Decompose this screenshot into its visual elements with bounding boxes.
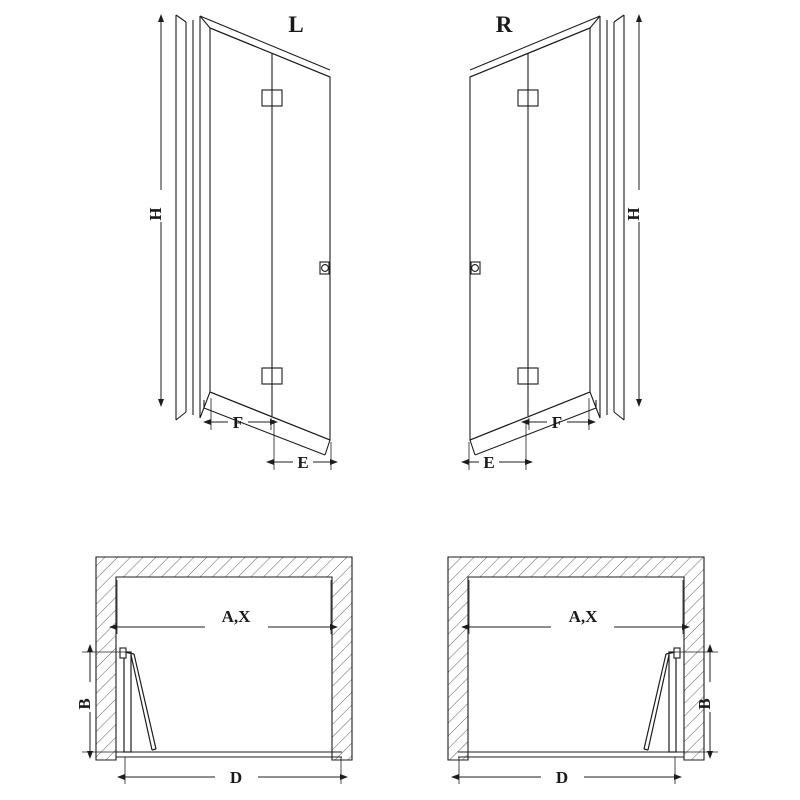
label-panel-e-left: E [297, 453, 309, 472]
label-plan-width-left: A,X [221, 607, 251, 626]
label-height-left: H [146, 207, 165, 221]
door-leaf-plan-left [120, 648, 156, 752]
plan-view-left [82, 557, 352, 784]
hinge-bottom-left [262, 368, 282, 384]
door-leaf-plan-right [644, 648, 680, 752]
label-plan-width-right: A,X [568, 607, 598, 626]
elevation-right-view [469, 15, 639, 470]
label-right-view: R [495, 12, 513, 37]
label-panel-f-right: F [551, 413, 563, 432]
dimension-e-right [469, 420, 526, 470]
label-plan-door-right: D [555, 768, 569, 787]
elevation-left-view [161, 15, 331, 470]
plan-view-right [448, 557, 718, 784]
label-panel-f-left: F [232, 413, 244, 432]
hinge-top-right [518, 90, 538, 106]
door-knob-left [320, 262, 329, 274]
label-plan-depth-left: B [75, 698, 94, 710]
label-plan-door-left: D [229, 768, 243, 787]
hinge-bottom-right [518, 368, 538, 384]
hinge-top-left [262, 90, 282, 106]
door-knob-right [471, 262, 480, 274]
label-panel-e-right: E [483, 453, 495, 472]
label-left-view: L [288, 12, 304, 37]
label-plan-depth-right: B [695, 698, 714, 710]
label-height-right: H [624, 207, 643, 221]
